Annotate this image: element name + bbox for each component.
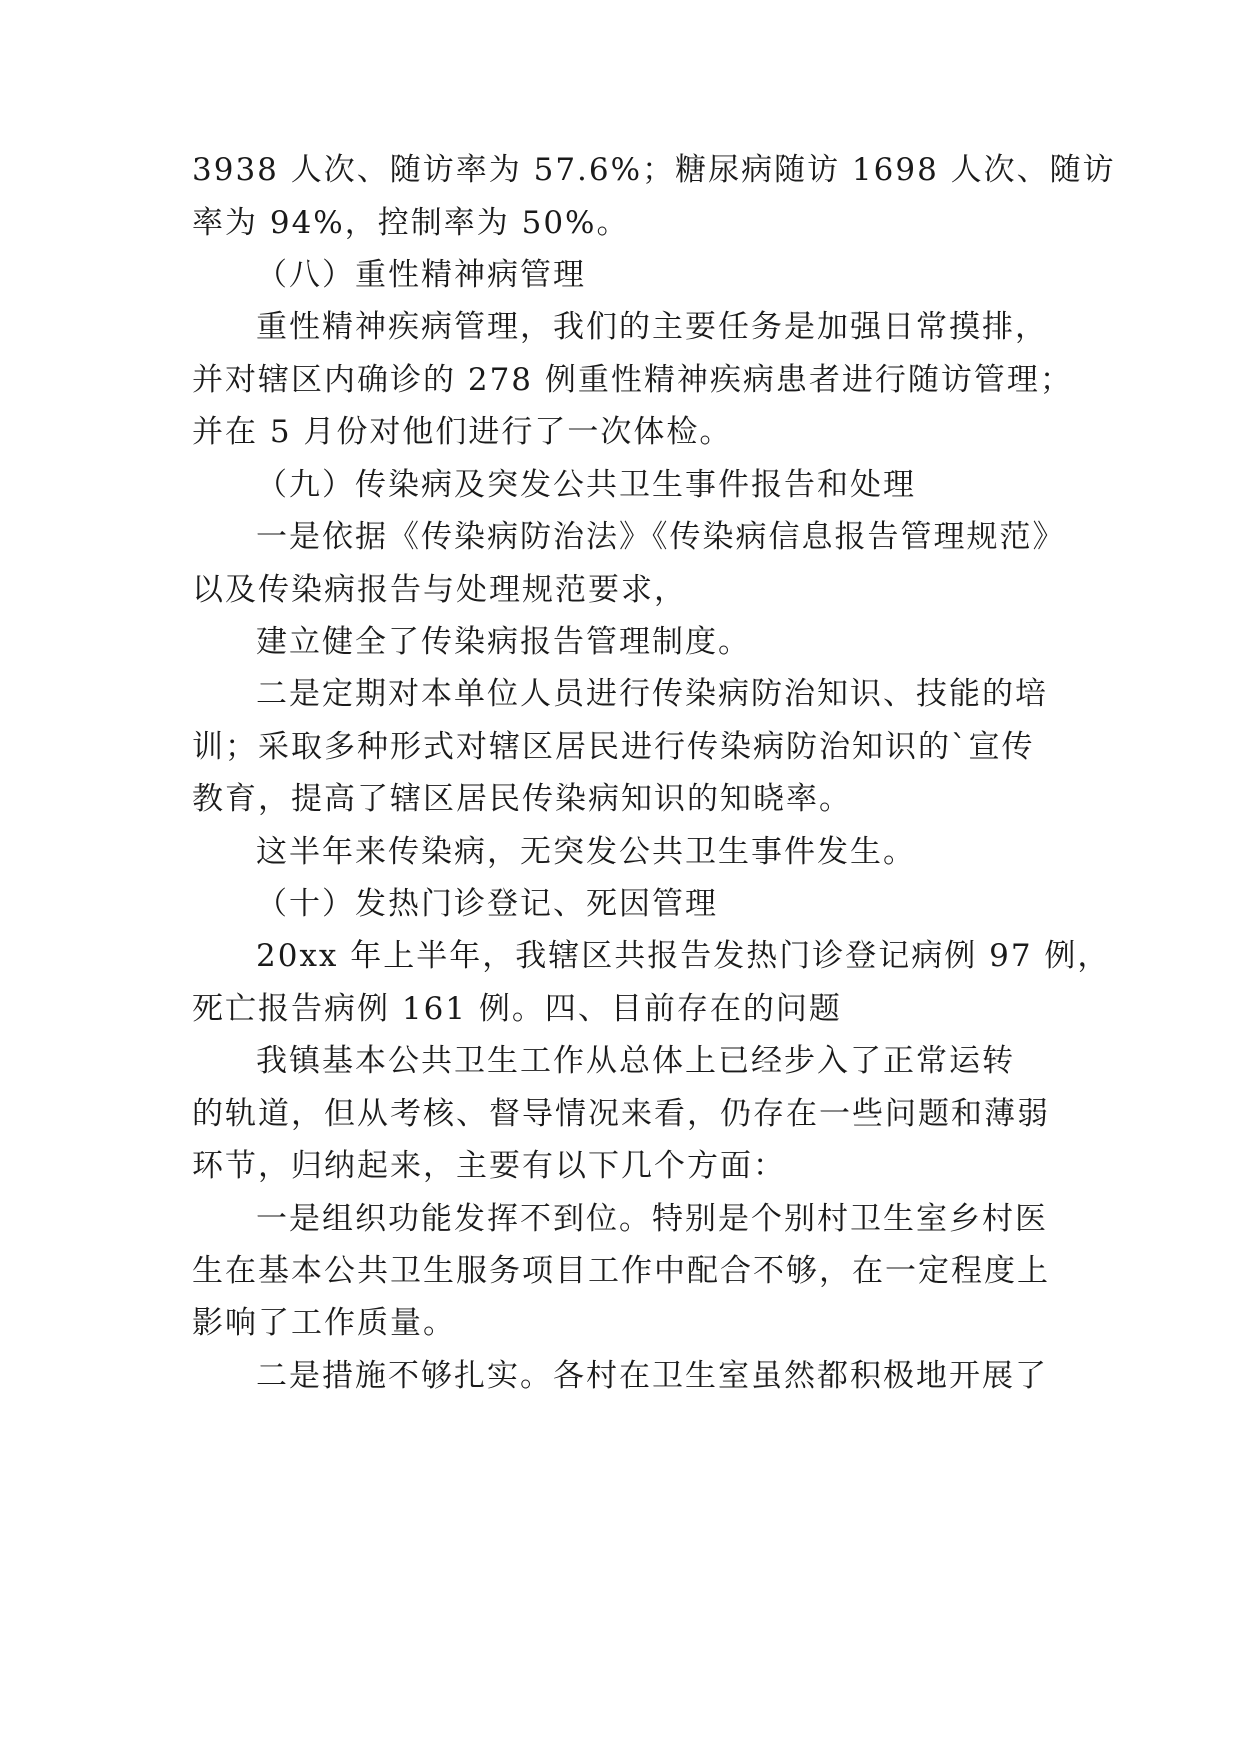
body-text-line: 生在基本公共卫生服务项目工作中配合不够，在一定程度上 [192,1253,1050,1289]
body-text-line: 我镇基本公共卫生工作从总体上已经步入了正常运转 [256,1043,1015,1079]
body-text-line: 影响了工作质量。 [192,1305,456,1341]
section-heading-10: （十）发热门诊登记、死因管理 [256,886,718,922]
body-text-line: 以及传染病报告与处理规范要求， [192,572,687,608]
body-text-line: 训；采取多种形式对辖区居民进行传染病防治知识的`宣传 [192,729,1035,765]
body-text-line: 一是依据《传染病防治法》《传染病信息报告管理规范》 [256,519,1066,555]
section-heading-9: （九）传染病及突发公共卫生事件报告和处理 [256,467,916,503]
body-text-line: 环节，归纳起来，主要有以下几个方面： [192,1148,786,1184]
body-text-line: 一是组织功能发挥不到位。特别是个别村卫生室乡村医 [256,1201,1048,1237]
body-text-line: 死亡报告病例 161 例。四、目前存在的问题 [192,991,842,1027]
body-text-line: 3938 人次、随访率为 57.6%；糖尿病随访 1698 人次、随访 [192,152,1116,188]
body-text-line: 建立健全了传染病报告管理制度。 [256,624,751,660]
body-text-line: 二是定期对本单位人员进行传染病防治知识、技能的培 [256,676,1048,712]
body-text-line: 教育，提高了辖区居民传染病知识的知晓率。 [192,781,852,817]
body-text-line: 并在 5 月份对他们进行了一次体检。 [192,414,733,450]
body-text-line: 二是措施不够扎实。各村在卫生室虽然都积极地开展了 [256,1358,1048,1394]
section-heading-8: （八）重性精神病管理 [256,257,586,293]
body-text-line: 率为 94%，控制率为 50%。 [192,205,630,241]
body-text-line: 20xx 年上半年，我辖区共报告发热门诊登记病例 97 例， [256,938,1111,974]
body-text-line: 重性精神疾病管理，我们的主要任务是加强日常摸排， [256,309,1048,345]
body-text-line: 的轨道，但从考核、督导情况来看，仍存在一些问题和薄弱 [192,1096,1050,1132]
body-text-line: 这半年来传染病，无突发公共卫生事件发生。 [256,834,916,870]
body-text-line: 并对辖区内确诊的 278 例重性精神疾病患者进行随访管理； [192,362,1073,398]
